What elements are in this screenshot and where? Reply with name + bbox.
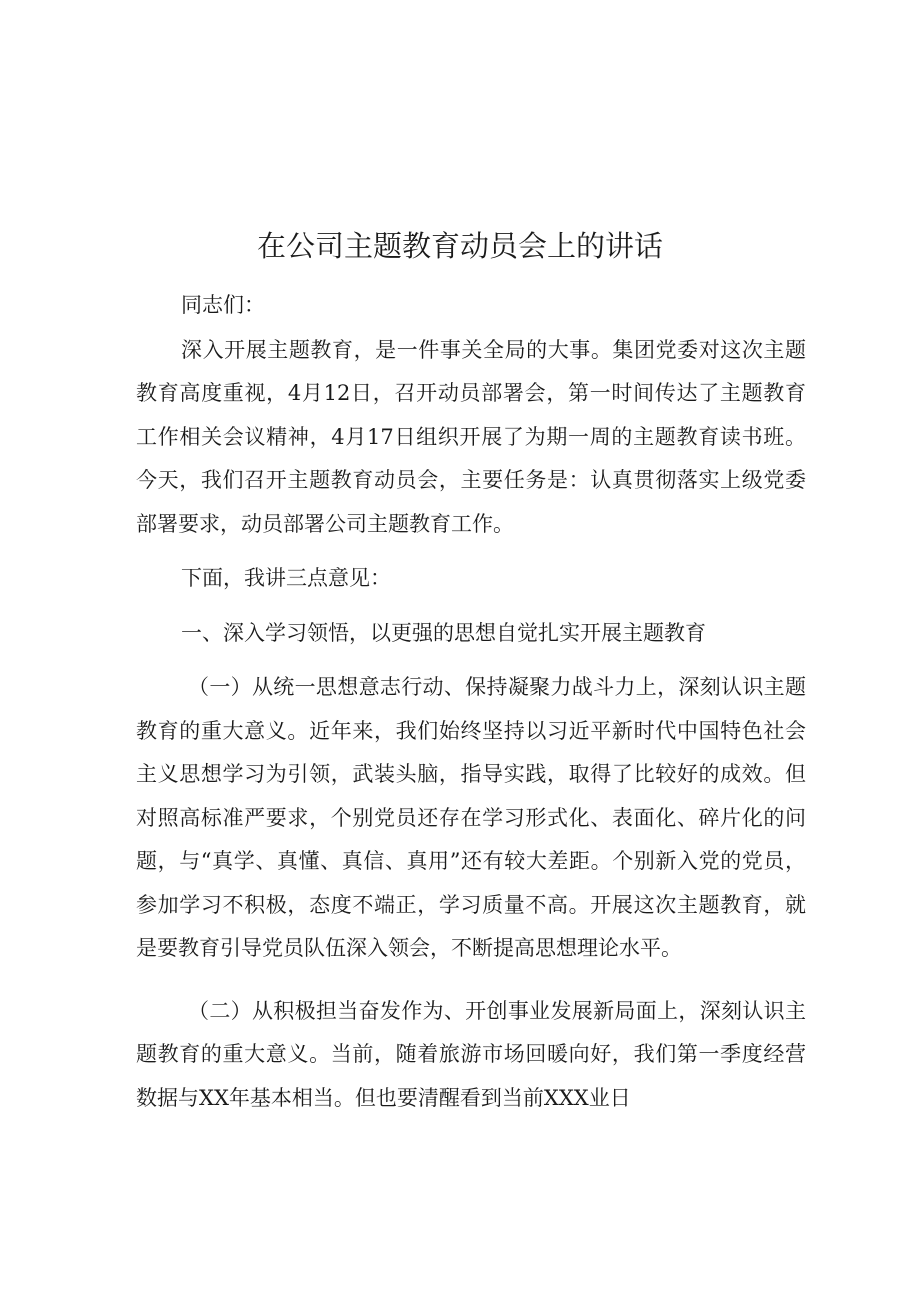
document-body	[136, 284, 806, 1120]
paragraph-intro: 深入开展主题教育，是一件事关全局的大事。集团党委对这次主题教育高度重视，4月12日，召开动员部署会，第一时间传达了主题教育工作相关会议精神，4月17日组织开展了为期一周的主题教育读书班。今天，我们召开主题教育动员会，主要任务是：认真贯彻落实上级党委部署要求，动员部署公司主题教育工作。	[136, 337, 806, 536]
paragraph-subsection-2: （二）从积极担当奋发作为、开创事业发展新局面上，深刻认识主题教育的重大意义。当前，随着旅游市场回暖向好，我们第一季度经营数据与XX年基本相当。但也要清醒看到当前XXX业日	[136, 998, 806, 1110]
greeting: 同志们：	[181, 293, 265, 317]
section-heading-1: 一、深入学习领悟，以更强的思想自觉扎实开展主题教育	[181, 620, 706, 645]
document-title: 在公司主题教育动员会上的讲话	[256, 229, 663, 263]
paragraph-subsection-1: （一）从统一思想意志行动、保持凝聚力战斗力上，深刻认识主题教育的重大意义。近年来，我们始终坚持以习近平新时代中国特色社会主义思想学习为引领，武装头脑，指导实践，取得了比较好的成效。但对照高标准严要求，个别党员还存在学习形式化、表面化、碎片化的问题，与“真学、真懂、真信、真用”还有较大差距。个别新入党的党员，参加学习不积极，态度不端正，学习质量不高。开展这次主题教育，就是要教育引导党员队伍深入领会，不断提高思想理论水平。	[136, 675, 806, 960]
paragraph-outline: 下面，我讲三点意见：	[181, 566, 391, 590]
